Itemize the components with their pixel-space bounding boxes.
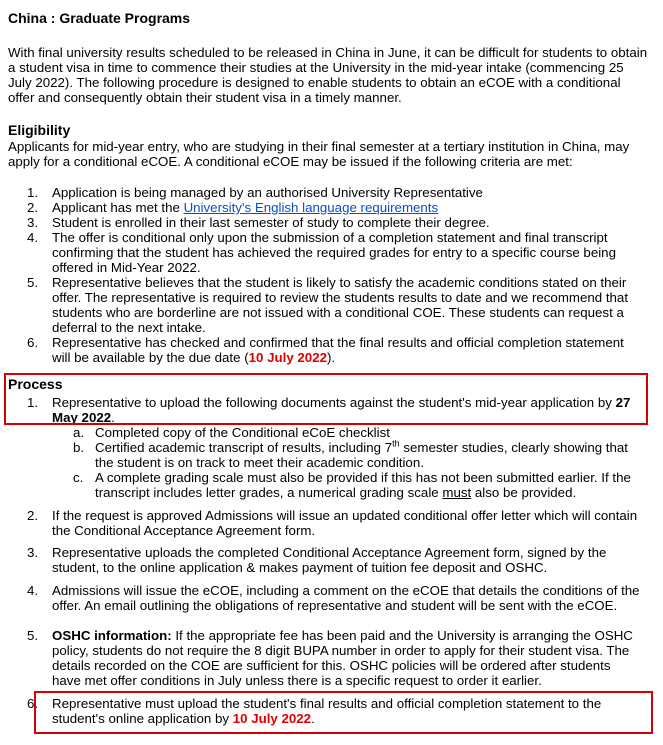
eligibility-heading: Eligibility [8,122,71,138]
process-heading: Process [8,376,63,392]
highlight-box-process [4,373,648,425]
process-item [0,545,640,575]
english-requirements-link[interactable]: University's English language requirements [183,200,439,215]
subitem-text: also be provided. [471,485,577,500]
item-text: If the request is approved Admissions will issue an updated conditional offer letter which will contain the Conditional Acceptance Agreement form. [52,508,638,538]
eligibility-item [0,200,640,215]
process-item [0,628,640,688]
due-date: 10 July 2022 [248,350,327,365]
item-text: Application is being managed by an authorised University Representative [52,185,483,200]
subitem-text: A complete grading scale must also be provided if this has not been submitted earlier. If the transcript includes letter grades, a numerical grading scale [95,470,631,500]
item-number: 3. [27,545,39,560]
eligibility-item [0,215,640,230]
process-item-5 [0,628,640,688]
process-item-4 [0,583,640,613]
process-subitem [0,470,643,500]
item-text: Representative to upload the following documents against the student's mid-year application by [52,395,616,410]
item-text: . [111,410,115,425]
item-number: 2. [27,508,39,523]
subitem-letter: a. [73,425,85,440]
subitem-text: semester studies, clearly showing that the student is on track to meet their academic condition. [95,440,628,470]
item-number: 6. [27,696,39,711]
item-text: Applicant has met the [52,200,184,215]
item-text: Representative uploads the completed Conditional Acceptance Agreement form, signed by the student, to the online application & makes payment of tuition fee deposit and OSHC. [52,545,607,575]
item-number: 1. [27,395,39,410]
eligibility-item [0,185,640,200]
eligibility-list [0,185,640,365]
subitem-letter: b. [73,440,85,455]
item-text: ). [327,350,336,365]
item-text: . [311,711,315,726]
process-sublist [0,425,643,500]
eligibility-text: Applicants for mid-year entry, who are studying in their final semester at a tertiary institution in China, may apply for a conditional eCOE. A conditional eCOE may be issued if the following criteria are met: [8,139,630,169]
process-subitem [0,425,643,440]
process-item-2 [0,508,640,538]
process-item-3 [0,545,640,575]
ordinal-suffix: th [392,438,400,449]
item-number: 1. [27,185,39,200]
subitem-text: Completed copy of the Conditional eCoE checklist [95,425,390,440]
subitem-letter: c. [73,470,84,485]
eligibility-item [0,335,640,365]
item-number: 4. [27,230,39,245]
subitem-text: Certified academic transcript of results, including 7 [95,440,393,455]
item-text: Student is enrolled in their last semester of study to complete their degree. [52,215,490,230]
item-number: 3. [27,215,39,230]
oshc-label: OSHC information: [52,628,172,643]
item-number: 5. [27,628,39,643]
item-text: The offer is conditional only upon the submission of a completion statement and final transcript confirming that the student has achieved the required grades for entry to a specific course being offered in Mid-Year 2022. [52,230,616,275]
intro-paragraph: With final university results scheduled to be released in China in June, it can be difficult for students to obtain a student visa in time to commence their studies at the University in the mid-year intake (commencing 25 July 2022). The following procedure is designed to enable students to obtain an eCOE with a conditional offer and consequently obtain their student visa in a timely manner. [8,45,648,105]
item-text: Representative has checked and confirmed that the final results and official completion statement will be available by the due date ( [52,335,624,365]
process-item [0,583,640,613]
item-number: 6. [27,335,39,350]
item-text: Admissions will issue the eCOE, including a comment on the eCOE that details the conditions of the offer. An email outlining the obligations of representative and student will be sent with the eCOE. [52,583,640,613]
item-number: 2. [27,200,39,215]
emphasis-must: must [442,485,472,500]
item-number: 5. [27,275,39,290]
process-subitem [0,440,643,470]
item-text: Representative must upload the student's final results and official completion statement to the student's online application by [52,696,602,726]
final-deadline: 10 July 2022 [232,711,312,726]
item-number: 4. [27,583,39,598]
process-item [0,508,640,538]
eligibility-item [0,275,640,335]
highlight-box-final [34,691,653,734]
upload-deadline: 27 May 2022 [52,395,631,425]
eligibility-item [0,230,640,275]
item-text: If the appropriate fee has been paid and the University is arranging the OSHC policy, students do not require the 8 digit BUPA number in order to apply for their student visa. The details recorded on the COE are sufficient for this. OSHC policies will be ordered after students have met offer conditions in July unless there is a specific request to order it earlier. [52,628,633,688]
page-title: China : Graduate Programs [8,10,191,26]
item-text: Representative believes that the student is likely to satisfy the academic conditions stated on their offer. The representative is required to review the students results to date and we recommend that students who are borderline are not issued with a conditional COE. These students can request a deferral to the next intake. [52,275,629,335]
